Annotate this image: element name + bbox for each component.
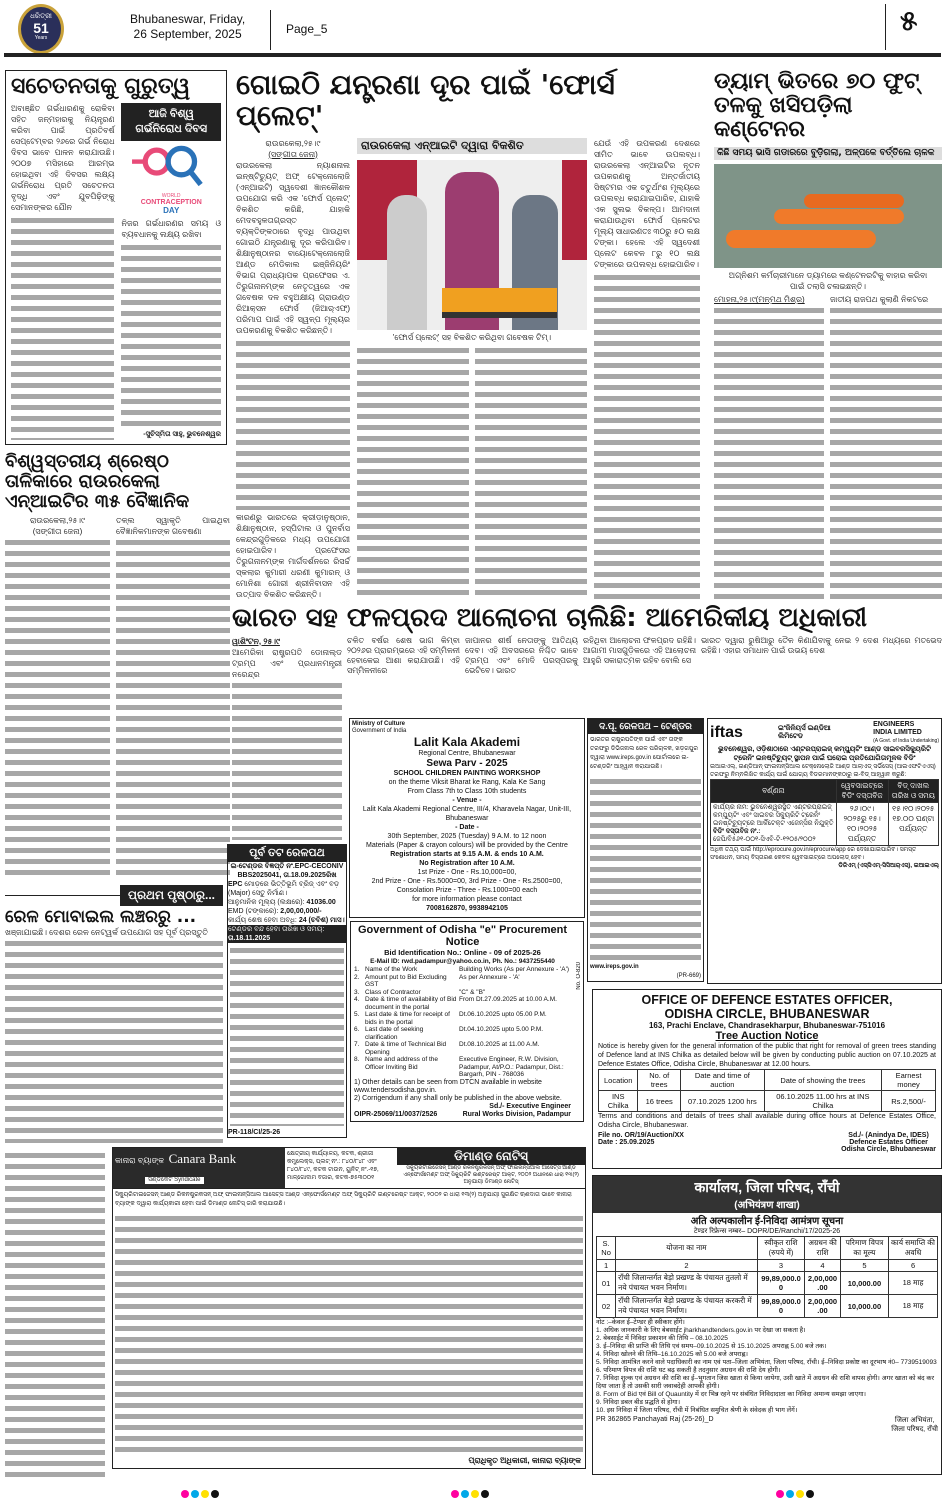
intro: Notice is hereby given for the general information of the public that right for removal of green trees standing of Defence land at INS Chilka as detailed below will be given by conducting public auction on 07.10.2025 at Defence Estates Office, Odisha Circle, Bhubaneswar at 12.00 hours. — [598, 1043, 936, 1068]
eil-odia-name: ଇଂଜିନିୟର୍ସ ଇଣ୍ଡିଆ ଲିମିଟେଡ — [778, 725, 831, 740]
logo-day: DAY — [163, 206, 180, 216]
story-nit-scientists — [5, 452, 230, 880]
table-cell: राँची जिलान्तर्गत बेड़ो प्रखण्ड के पंचायत तुतलो में नये पंचायत भवन निर्माण। — [616, 1272, 758, 1295]
divider — [885, 4, 886, 50]
story-dam — [714, 70, 942, 600]
tender-point: 2. बेबसाईट में निविदा प्रकाशन की तिथि – 08.10.2025 — [596, 1335, 728, 1342]
column-number: 6 — [889, 1260, 938, 1272]
contraception-day-logo — [121, 141, 221, 218]
doc-no: ଜେପି/ବି୫୬୧-୦୦୧-ସିଏବି-ଟି-୧୨୦୫/୨୦୦୨ — [713, 836, 816, 843]
table-cell: 2,00,000.00 — [805, 1295, 841, 1318]
column-header: Earnest money — [882, 1070, 936, 1091]
table-cell: 18 माह — [889, 1295, 938, 1318]
tender-number: ଇ-ଟେଣ୍ଡର ବିଜ୍ଞପ୍ତି ନଂ.EPC-CECONIV BBS2025041, ତା.18.09.2025ରିଖ — [230, 863, 344, 879]
terms: Terms and conditions and details of trees shall available during office hours at Defence Estates Office, Odisha Circle, Bhubaneswar. — [598, 1113, 936, 1129]
item-number: 2. — [354, 973, 360, 981]
cost-label: ଆନୁମାନିକ ମୂଲ୍ୟ (ଲକ୍ଷରେ): — [228, 899, 305, 906]
tender-point: 3. ई–निविदा की प्राप्ति की तिथि एवं समय–09.10.2025 से 15.10.2025 अपराह्न 5.00 बजे तक। — [596, 1343, 827, 1350]
column-header: ବର୍ଣ୍ଣନା — [711, 780, 837, 803]
theme: on the theme Viksit Bharat ke Rang, Kala Ke Sang — [388, 779, 546, 786]
ad-body-lines — [115, 1213, 583, 1452]
signature: ଡିଜିଏମ୍ (ଏସ୍‌ସିଏମ୍-ସିସିଆର୍‌ଏସ୍), ଇଆଇଏଲ୍ — [838, 863, 939, 869]
table-cell: 02 — [597, 1295, 616, 1318]
item-key: Last date of seeking clarification — [365, 1026, 424, 1041]
procurement-item — [354, 1056, 571, 1079]
procurement-item — [354, 1026, 571, 1041]
procurement-item — [354, 1011, 571, 1026]
ad-title-2: ODISHA CIRCLE, BHUBANESWAR — [664, 1007, 870, 1021]
column-header: Location — [599, 1070, 638, 1091]
division: Rural Works Division, Padampur — [462, 1110, 571, 1118]
front-page-continuation — [5, 885, 223, 1143]
table-cell: INS Chilka — [599, 1091, 638, 1112]
procurement-item — [354, 989, 571, 997]
force-plate-device — [442, 288, 557, 318]
dateline-city: Bhubaneswar, Friday, — [130, 12, 246, 26]
notice-title: Tree Auction Notice — [715, 1030, 819, 1042]
ad-body-lines — [230, 945, 344, 1126]
date: 30th September, 2025 (Tuesday) 9 A.M. to 12 noon — [387, 833, 547, 840]
table-cell: 10,000.00 — [840, 1295, 888, 1318]
item-key: Date & time of Technical Bid Opening — [365, 1041, 447, 1056]
intro: ଇଆଇଏଲ୍, ଇଣ୍ଡିଆନ୍ ଫାଇନାନ୍ସିଆଲ ଟେକ୍ନୋଲୋଜି ଆଣ୍ଡ ଆଲାଏଡ୍ ସର୍ଭିସେସ୍ (ଆଇଏଫଟିଏଏସ୍) ତରଫରୁ ନିମ୍ନଲିଖିତ କାର୍ଯ୍ୟ ପାଇଁ ଯୋଗ୍ୟ ବିଡରମାନଙ୍କଠାରୁ ଇ-ବିଡ୍ ଆହ୍ୱାନ କରୁଛି: — [710, 764, 936, 778]
period-label: କାର୍ଯ୍ୟ ଶେଷ ହେବା ଅବଧି: — [228, 917, 297, 924]
boat — [726, 230, 876, 248]
registration: Registration starts at 9.15 A.M. & ends 10 A.M. — [390, 851, 544, 858]
divider — [270, 10, 271, 50]
tender-point: 1. अधिक जानकारी के लिए बेबसाईट jharkhandtenders.gov.in पर देखा जा सकता है। — [596, 1327, 806, 1334]
article-body-col2: ଜାତୀୟ ରାଜପଥ କୁଲାଣି ନିକଟରେ — [830, 295, 929, 305]
signatory-title: Defence Estates Officer — [849, 1139, 928, 1146]
table-cell: 99,89,000.00 — [757, 1272, 804, 1295]
email: E-Mail ID: rwd.padampur@yahoo.co.in, Ph. No.: 9437255440 — [370, 958, 555, 965]
headline-nit-scientists: ବିଶ୍ୱସ୍ତରୀୟ ଶ୍ରେଷ୍ଠ ତାଳିକାରେ ରାଉରକେଲା ଏନ୍‌ଆଇଟିର ୩୫ ବୈଜ୍ଞାନିକ — [5, 451, 190, 512]
article-col: ଚଳିତ ବର୍ଷର ଶେଷ ଭାଗ କିମ୍ବା ୨୦୨୬ର ପ୍ରାରମ୍ଭରେ ଏହି ସମ୍ମିଳନୀ ହେବାକେଇ ଆଶା କରାଯାଉଛି। ଏହି ସମ୍ମିଳନୀରେ — [347, 635, 460, 675]
column-header: स्वीकृत राशि (रुपये में) — [757, 1237, 804, 1260]
masthead — [0, 0, 945, 58]
prize-1: 1st Prize - One - Rs.10,000=00, — [417, 869, 517, 876]
table-cell: 18 माह — [889, 1272, 938, 1295]
column-header: Date and time of auction — [681, 1070, 765, 1091]
item-number: 7. — [354, 1041, 360, 1048]
story-contraception — [5, 70, 227, 445]
ad-body: ଭାରତର ରାଷ୍ଟ୍ରପତିଙ୍କ ପାଇଁ ଏବଂ ତାଙ୍କ ତରଫରୁ ଡିଭିଜନାଲ ରେଳ ପରିଚାଳକ, ଖଡ଼ଗପୁର ଦ୍ୱାରା www.ireps.gov.in ପୋର୍ଟାଲରେ ଇ-ଟେଣ୍ଡରିଂ ଆହ୍ୱାନ କରାଯାଉଛି। — [590, 737, 698, 770]
doc-no-label: ବିଡିଂ ଦସ୍ତାବିଜ ନଂ.: — [713, 828, 761, 835]
ad-lalit-kala — [349, 718, 585, 918]
item-key: Last date & time for receipt of bids in the portal — [365, 1011, 450, 1026]
item-number: 6. — [354, 1026, 360, 1033]
article-body: ଖଞ୍ଜାଯାଇଛି। ଦେଶର ରେଳ ନେଟ୍‌ୱର୍କ ଉପଯୋଗ ସହ ପୂର୍ବ ପ୍ରସ୍ତୁତି — [5, 927, 208, 937]
table-cell: 16 trees — [638, 1091, 681, 1112]
column-number: 2 — [616, 1260, 758, 1272]
tender-point: 4. निविदा खोलने की तिथि–16.10.2025 को 5.00 बजे अपराह्न। — [596, 1351, 749, 1358]
notice-date: Date : 25.09.2025 — [598, 1139, 655, 1146]
classes: From Class 7th to Class 10th students — [407, 788, 527, 795]
pr-code: PR 362865 Panchayati Raj (25-26)_D — [596, 1416, 714, 1423]
cost-value: 41036.00 — [306, 899, 336, 906]
work-type: EPC — [228, 881, 243, 888]
note-1: 1) Other details can be seen from DTCN available in website www.tendersodisha.gov.in. — [354, 1078, 542, 1094]
note-2: 2) Corrigendum if any shall only be published in the above website. — [354, 1094, 562, 1102]
signatory: Sd./- (Anindya De, IDES) — [848, 1132, 929, 1139]
column-header: No. of trees — [638, 1070, 681, 1091]
dateline: ରାଉରକେଲା,୨୫।୯ — [30, 516, 85, 526]
ad-odisha-procurement — [350, 921, 584, 1122]
bid-id: Bid Identification No.: Online - 09 of 2025-26 — [384, 948, 541, 957]
table-row — [597, 1272, 938, 1295]
eil-name-1: ENGINEERS — [873, 721, 915, 728]
item-key: Class of Contractor — [365, 988, 421, 996]
gender-symbols-icon — [125, 144, 213, 188]
anniversary-logo — [18, 4, 64, 54]
article-body: ଅବାଞ୍ଛିତ ଗର୍ଭଧାରଣକୁ ରୋକିବା ସହିତ ଜନ୍ମହାରକୁ ନିୟନ୍ତ୍ରଣ କରିବା ପାଇଁ ପ୍ରତିବର୍ଷ ସେପ୍ଟେମ୍ବର ୨୬ରେ ଗର୍ଭ ନିରୋଧ ଦିବସ ଭାବେ ପାଳନ କରାଯାଉଛି। ୨୦୦୭ ମସିହାରେ ଆରମ୍ଭ ହୋଇଥିବା ଏହି ଦିବସର ଲକ୍ଷ୍ୟ ଗର୍ଭନିରୋଧ ପ୍ରତି ସଚେତନତା ବୃଦ୍ଧି ଏବଂ ଯୁବପିଢ଼ିଙ୍କୁ ସେମାନଙ୍କର ଯୌନ — [11, 104, 115, 213]
ad-title: कार्यालय, जिला परिषद, राँची — [694, 1179, 840, 1195]
ad-east-coast-railway — [227, 844, 347, 1138]
eil-name-2: INDIA LIMITED — [873, 729, 922, 736]
article-body-lines — [232, 680, 342, 840]
item-number: 1. — [354, 966, 360, 973]
item-value: Dt.04.10.2025 upto 5.00 P.M. — [459, 1026, 544, 1033]
item-number: 3. — [354, 988, 360, 996]
item-value: Dt.08.10.2025 at 11.00 A.M. — [459, 1041, 540, 1048]
item-value: "C" & "B" — [459, 988, 486, 996]
rescue-boat-photo — [714, 164, 942, 268]
dateline-date: 26 September, 2025 — [133, 27, 242, 41]
article-body-col2: ନିଜର ଗର୍ଭଧାରଣର ସମୟ ଓ ବ୍ୟବଧାନକୁ ଲକ୍ଷ୍ୟ ରଖିବା — [121, 219, 221, 240]
dateline: ୱାଶିଂଟନ, ୨୫।୯ — [232, 636, 280, 646]
page-label: Page_5 — [286, 22, 328, 36]
person-left — [387, 195, 427, 330]
boat — [804, 194, 904, 208]
ad-body-lines — [590, 776, 701, 961]
column-number: 5 — [840, 1260, 888, 1272]
table-cell: Rs.2,500/- — [882, 1091, 936, 1112]
ad-subtitle: ସିକ୍ୟୁରିଟାଇଜେସନ୍ ଆଣ୍ଡ ରିକନଷ୍ଟ୍ରକସନ୍ ଅଫ୍ ଫାଇନାନ୍ସିଆଲ ଆସେଟ୍ସ ଆଣ୍ଡ ଏନ୍‌ଫୋର୍ସମେଣ୍ଟ ଅଫ୍ ସିକ୍ୟୁରିଟି ଇଣ୍ଟରେଷ୍ଟ ଆକ୍ଟ, ୨୦୦୨ ଅଧୀନରେ ଧାରା ୧୩(୨) ଅନୁଯାୟୀ ଡିମାଣ୍ଡ ନୋଟିସ୍ — [403, 1165, 579, 1185]
bank-odia-name: କାନାରା ବ୍ୟାଙ୍କ — [115, 1156, 165, 1165]
column-header: S. No — [597, 1237, 616, 1260]
article-body-lines — [594, 272, 700, 600]
item-value: Dt.06.10.2025 upto 05.00 P.M. — [459, 1011, 547, 1018]
item-key: Name and address of the Officer Inviting Bid — [365, 1056, 438, 1071]
column-number: 4 — [805, 1260, 841, 1272]
table-row — [599, 1091, 936, 1112]
event-name: Sewa Parv - 2025 — [426, 758, 508, 769]
ad-canara-bank — [112, 1147, 586, 1469]
logo-world: WORLD — [161, 193, 181, 200]
table-cell: 99,89,000.00 — [757, 1295, 804, 1318]
tender-point: 8. Form of Bid एवं Bill of Quauntity में दर भिन्न रहने पर संबंधित निविदादाता का निविदा अमान्य समझा जाएगा। — [596, 1391, 867, 1398]
procurement-item — [354, 1041, 571, 1056]
force-plate-photo — [357, 160, 587, 330]
item-number: 5. — [354, 1011, 360, 1018]
ref-number: No. O-820 — [576, 962, 582, 990]
column-header: ବିଡ୍ ଦାଖଲ ତାରିଖ ଓ ସମୟ — [888, 780, 938, 803]
headline-force-plate: ଗୋଇଠି ଯନ୍ତ୍ରଣା ଦୂର ପାଇଁ 'ଫୋର୍ସ ପ୍ଲେଟ୍' — [236, 68, 615, 132]
ad-railway-tender — [587, 718, 704, 982]
ad-title: ଡିମାଣ୍ଡ ନୋଟିସ୍ — [397, 1148, 585, 1165]
bid-table — [710, 779, 939, 846]
reporter: (ସଙ୍ଗୀତା ଜେନା) — [268, 149, 318, 159]
subhead-bar: ରାଉରକେଲା ଏନ୍‌ଆଇଟି ଦ୍ୱାରା ବିକଶିତ — [357, 138, 587, 154]
pr-code: (PR-669) — [676, 973, 701, 979]
eil-tagline: (A Govt. of India Undertaking) — [873, 738, 939, 744]
doc-availability: ୨୬।୦୯।୨୦୨୫ରୁ ୧୫।୧୦।୨୦୨୫ ପର୍ଯ୍ୟନ୍ତ — [836, 803, 888, 846]
dateline: ରାଉରକେଲା,୨୫।୯ — [265, 138, 321, 148]
subhead-bar: କିଛି ସମୟ ଭାସି ଗଡାରରେ ବୁଡ଼ିଗଲା, ଅଳ୍ପକେ ବର୍ତ୍ତିଲେ ଚାଳକ — [714, 147, 942, 161]
page-number: ୫ — [900, 4, 918, 37]
article-body-lines — [830, 305, 942, 600]
file-number: File no. OR/19/Auction/XX — [598, 1132, 684, 1139]
work-description: କାର୍ଯ୍ୟର ନାମ: ଭୁବନେଶ୍ୱରସ୍ଥିତ ଏଣ୍ଟରପ୍ରାଇଜ୍ କମ୍ପ୍ୟୁଟିଂ ଏବଂ ସାଇବର ସିକ୍ୟୁରିଟି ଟ୍ରେନିଂ ଇନଷ୍ଟିଚ୍ୟୁଟ୍‌ରେ ଆର୍କିଟେକ୍ଟ ଏଜେନ୍ସିର ନିଯୁକ୍ତି — [713, 804, 834, 827]
venue-label: - Venue - — [452, 797, 482, 804]
table-cell: राँची जिलान्तर्गत बेड़ो प्रखण्ड के पंचायत करकरी में नये पंचायत भवन निर्माण। — [616, 1295, 758, 1318]
emd-label: EMD (ଟଙ୍କାରେ): — [228, 908, 279, 915]
item-number: 4. — [354, 996, 360, 1003]
consolation-prize: Consolation Prize - Three - Rs.1000=00 each — [396, 887, 538, 894]
notice-title: अति अल्पकालीन ई-निविदा आमंत्रण सूचना — [690, 1216, 844, 1227]
oipr-code: OIPR-25069/11/0037/2526 — [354, 1110, 438, 1118]
article-body-lines — [475, 345, 587, 600]
ad-body: ସିକ୍ୟୁରିଟାଇଜେସନ୍ ଆଣ୍ଡ ରିକନଷ୍ଟ୍ରକସନ୍ ଅଫ୍ ଫାଇନାନ୍ସିଆଲ ଆସେଟ୍ସ ଆଣ୍ଡ ଏନ୍‌ଫୋର୍ସମେଣ୍ଟ ଅଫ୍ ସିକ୍ୟୁରିଟି ଇଣ୍ଟରେଷ୍ଟ ଆକ୍ଟ, ୨୦୦୨ ର ଧାରା ୧୩(୨) ଅନୁଯାୟୀ ସୁରକ୍ଷିତ ଋଣଦାତା ଭାବେ କାନାରା ବ୍ୟାଙ୍କ ଦ୍ୱାରା କାର୍ଯ୍ୟକାରୀ ହେବା ପାଇଁ ଡିମାଣ୍ଡ ନୋଟିସ୍ ଜାରି କରାଯାଉଛି। — [113, 1188, 585, 1211]
closing-label: ଟେଣ୍ଡର ବନ୍ଦ ହେବା ତାରିଖ ଓ ସମୟ: — [228, 926, 325, 933]
reporter: (ସଙ୍ଗୀତା ଜେନା) — [32, 527, 83, 537]
tender-point: 10. इस निविदा में जिला परिषद, राँची में निबंधित समुचित श्रेणी के संवेदक ही भाग लेंगें। — [596, 1407, 798, 1414]
column-header: Date of showing the trees — [764, 1070, 881, 1091]
tender-point: 9. निविदा डबल बीड प्रद्धति से होगा। — [596, 1399, 681, 1406]
table-cell: 06.10.2025 11.00 hrs at INS Chilka — [764, 1091, 881, 1112]
ad-title: ଦ.ପୂ. ରେଳପଥ – ଟେଣ୍ଡର — [588, 719, 703, 734]
article-body-lines — [116, 537, 230, 880]
article-body-lines — [714, 305, 824, 600]
anniversary-number: 51 — [33, 20, 49, 36]
procurement-item — [354, 974, 571, 989]
syndicate-logo: ସିଣ୍ଡିକେଟ Syndicate — [145, 1177, 204, 1184]
procurement-item — [354, 996, 571, 1011]
article-col: ଭାରତ ଦ୍ୱାରା ରୁଷିଆରୁ ତୈଳ କିଣାଯିବାକୁ ନେଇ ୨ ଦେଶ ମଧ୍ୟରେ ମତଭେଦ ରହିଛି। ଏହାର ସମାଧାନ ପାଇଁ ଉଭୟ ଦେଶ — [701, 635, 942, 655]
color-registration-marks — [0, 1486, 945, 1496]
dateline: ମୋହନା,୨୫।୯(ମନ୍ମଥ ମିଶ୍ର) — [714, 295, 805, 305]
article-body: ରାଉରକେଲା ନ୍ୟାଶନାଲ ଇନ୍‌ଷ୍ଟିଚ୍ୟୁଟ୍ ଅଫ୍ ଟେକ୍ନୋଲୋଜି (ଏନ୍‌ଆଇଟି) ସ୍ୱଦେଶୀ ଜ୍ଞାନକୌଶଳ ଉପଯୋଗ କରି ଏକ 'ଫୋର୍ସ ପ୍ଲେଟ୍' ବିକଶିତ କରିଛି, ଯାହାକି ମେଦବହୁଳତାଗ୍ରସ୍ତ ବ୍ୟକ୍ତିଙ୍କଠାରେ ବୃଦ୍ଧି ପାଉଥିବା ଗୋଇଠି ଯନ୍ତ୍ରଣାକୁ ଦୂର କରିପାରିବ। ଶିକ୍ଷାନୁଷ୍ଠାନର ବାୟୋଟେକ୍ନୋଲୋଜି ଆଣ୍ଡ ମେଡିକାଲ ଇଞ୍ଜିନିୟରିଂ ବିଭାଗ ପ୍ରାଧ୍ୟାପକ ପ୍ରଫେସର ଏ. ତିରୁଗନାନମ୍‌ଙ୍କ ନେତୃତ୍ୱରେ ଏକ ଗବେଷକ ଦଳ ବହୁଅକ୍ଷୀୟ ଗ୍ରାଉଣ୍ଡ ରିଆକ୍ସନ ଫୋର୍ସ (ଜିଆର୍‌ଏଫ୍) ପରିମାପ ପାଇଁ ଏହି ସ୍ୱଳ୍ପ ମୂଲ୍ୟର ଉପକରଣକୁ ବିକଶିତ କରିଛନ୍ତି। — [236, 160, 350, 335]
tender-point: 7. निविदा शुल्क एवं अग्रधन की राशि का ई–भुगतान जिस खाता से किया जायेगा, उसी खाते में अग्रधन की राशि वापस होगी। अगर खाता को बंद कर दिया जाता है तो उसकी सारी जवाबदेही आपकी होगी। — [596, 1375, 935, 1390]
tender-point: 6. परिमाण विपत्र की राशि घट बढ़ सकती है तदनुसार अग्रधन की राशि देय होगी। — [596, 1367, 781, 1374]
procurement-items — [354, 966, 571, 1079]
prize-2-3: 2nd Prize - One - Rs.5000=00, 3rd Prize - One - Rs.2500=00, — [371, 878, 563, 885]
article-body-lines — [121, 242, 221, 429]
column-number: 3 — [757, 1260, 804, 1272]
item-key: Amount put to Bid Excluding GST — [365, 973, 447, 988]
headline: ସଚେତନତାକୁ ଗୁରୁତ୍ୱ — [11, 74, 191, 99]
byline: -ସୁଚିସ୍ମିତା ସାହୁ, ଭୁବନେଶ୍ୱର — [143, 431, 221, 438]
ad-title: Government of Odisha "e" Procurement Notice — [357, 924, 568, 948]
auction-table — [598, 1069, 936, 1112]
column-header: अग्रधन की राशि — [805, 1237, 841, 1260]
article-body-col2: ତଳ୍ଲ ସ୍ୱାକୃତି ପାଇଥିବା ବୈଜ୍ଞାନିକମାନଙ୍କ ଗବେଷଣା — [116, 516, 230, 537]
emd-value: 2,00,00,000/- — [280, 908, 322, 915]
item-value: Building Works (As per Annexure - 'A') — [459, 966, 570, 973]
contact-numbers: 7008162870, 9938942105 — [426, 905, 508, 912]
column-number: 1 — [597, 1260, 616, 1272]
item-value: As per Annexure - 'A' — [459, 973, 520, 981]
column-header: योजना का नाम — [616, 1237, 758, 1260]
ad-title: Lalit Kala Akademi — [413, 735, 521, 749]
masthead-rule — [4, 53, 941, 57]
table-cell: 07.10.2025 1200 hrs — [681, 1091, 765, 1112]
work-description: ମୋଡ଼ରେ ଭିତ୍ତିଭୂମି ବ୍ରିଜ୍ ଏବଂ ବଡ଼ (Major) ସେତୁ ନିର୍ମାଣ। — [228, 881, 340, 897]
pr-code: PR-118/CI/25-26 — [228, 1129, 281, 1136]
article-body-lines — [236, 338, 350, 510]
article-body-lines — [5, 938, 223, 1143]
article-col: ଆମେରିକା ରାଷ୍ଟ୍ରପତି ଡୋନାଲ୍ଡ ଟ୍ରମ୍ପ ଏବଂ ପ୍ରଧାନମନ୍ତ୍ରୀ ନରେନ୍ଦ୍ର — [232, 647, 342, 679]
ad-title: ପୂର୍ବ ତଟ ରେଳପଥ — [228, 845, 346, 862]
venue: Lalit Kala Akademi Regional Centre, III/4, Kharavela Nagar, Unit-III, Bhubaneswar — [362, 806, 572, 822]
table-cell: 01 — [597, 1272, 616, 1295]
signature: ପ୍ରାଧିକୃତ ଅଧିକାରୀ, କାନାରା ବ୍ୟାଙ୍କ — [468, 1456, 581, 1465]
column-header: ୱେବସାଇଟ୍‌ରେ ବିଡିଂ ଦସ୍ତାବିଜ — [836, 780, 888, 803]
iftas-logo: iftas — [710, 724, 743, 741]
front-page-label: ପ୍ରଥମ ପୃଷ୍ଠାରୁ... — [120, 885, 223, 906]
website-link: www.ireps.gov.in — [590, 964, 639, 970]
article-body-lines — [11, 215, 114, 440]
item-key: Date & time of availability of Bid document in the portal — [365, 996, 457, 1011]
ad-subtitle: (अभियंत्रण शाखा) — [734, 1200, 800, 1211]
no-registration: No Registration after 10 A.M. — [419, 860, 515, 867]
contact-label: for more information please contact — [412, 896, 522, 903]
curtain-right — [562, 160, 587, 260]
photo-caption: 'ଫୋର୍ସ ପ୍ଲେଟ୍' ସହ ବିକଶିତ କରିଥିବା ଗବେଷକ ଟିମ୍। — [392, 332, 552, 342]
tender-points — [593, 1327, 941, 1415]
column-header: कार्य समाप्ति की अवधि — [889, 1237, 938, 1260]
workshop: SCHOOL CHILDREN PAINTING WORKSHOP — [393, 770, 541, 777]
note: नोट :–केवल ई–टेण्डर ही स्वीकार होंगे। — [596, 1319, 685, 1326]
signatory-office: Odisha Circle, Bhubaneswar — [841, 1146, 936, 1153]
ad-engineers-india — [707, 718, 942, 984]
article-body-lines — [5, 537, 110, 880]
signatory-office: जिला परिषद, राँची — [891, 1426, 938, 1433]
ministry-govt: Government of India — [352, 728, 407, 734]
procurement-item — [354, 966, 571, 974]
divider — [5, 895, 120, 896]
headline-us-india: ଭାରତ ସହ ଫଳପ୍ରଦ ଆଲୋଚନା ଚାଲିଛି: ଆମେରିକୀୟ ଅଧିକାରୀ — [232, 603, 868, 633]
reference-number: टेण्डर रिफ्रेन्स नम्बर– DOPR/DE/Ranchi/17/2025-26 — [693, 1228, 841, 1235]
photo-caption: ଅଗ୍ନିଶମ କର୍ମଚାରୀମାନେ ଡ୍ୟାମରେ କଣ୍ଟେନରଟିକୁ ବାହାର କରିବା ପାଇଁ ତଲାସି ଚଳାଇଛନ୍ତି। — [728, 271, 928, 292]
article-body-lines — [357, 345, 469, 600]
bid-submission: ୧୫।୧୦।୨୦୨୫ ୧୭.୦୦ ଘଣ୍ଟା ପର୍ଯ୍ୟନ୍ତ — [888, 803, 938, 846]
ad-title-1: OFFICE OF DEFENCE ESTATES OFFICER, — [641, 993, 893, 1007]
subtitle: Regional Centre, Bhubaneswar — [418, 750, 516, 757]
story-force-plate — [236, 70, 706, 600]
bank-name: Canara Bank — [168, 1151, 237, 1166]
period-value: 24 (ଚବିଶ) ମାସ। — [298, 917, 345, 924]
office-address: କ୍ଷେତ୍ରୀୟ କାର୍ଯ୍ୟାଳୟ, କଟକ, ଶ୍ରୀଜୀ କମ୍ପ୍ଲେକ୍ସ, ପ୍ଲଟ୍ ନଂ.: ୮୪୦/୮୪୮ ଏବଂ ୮୪୦/୮୪୯, କଟକ ଟାଉନ, ୟୁନିଟ୍ ନଂ.-୧୭, ମାଳ୍ଗୋଦାମ ବଜାର, କଟକ-୭୫୩୦୦୧ — [287, 1151, 379, 1181]
ad-defence-estates — [592, 989, 942, 1169]
date-label: - Date - — [455, 824, 479, 831]
ad-title: ଭୁବନେଶ୍ୱର, ଓଡ଼ିଶାଠାରେ ଏଣ୍ଟରପ୍ରାଇଜ୍ କମ୍ପ୍ୟୁଟିଂ ଆଣ୍ଡ ସାଇବରସିକ୍ୟୁରିଟି ଟ୍ରେନିଂ ଇନଷ୍ଟିଚ୍ୟୁଟ୍ ସ୍ଥାପନ ପାଇଁ ଘରୋଇ ପ୍ରତିଯୋଗିତାମୂଳକ ବିଡିଂ — [718, 746, 931, 762]
tender-table — [596, 1236, 938, 1318]
box-title: ଆଜି ବିଶ୍ୱ ଗର୍ଭନିରୋଧ ଦିବସ — [121, 103, 221, 141]
boat — [774, 209, 904, 224]
tender-point: 5. निविदा आमंत्रित करने वाले पदाधिकारी का नाम एवं पता–जिला अभियंता, जिला परिषद, राँची। ई–निविदा प्रकोष्ट का दूरभाष नं0– 7739519093 — [596, 1359, 937, 1366]
materials: Materials (Paper & crayon colours) will be provided by the Centre — [366, 842, 568, 849]
signatory: जिला अभियंता, — [894, 1417, 935, 1424]
logo-text: ଧରିତ୍ରୀ — [30, 13, 52, 20]
item-key: Name of the Work — [365, 966, 418, 973]
table-cell: 2,00,000.00 — [805, 1272, 841, 1295]
article-col: ଜାପାନର ଶୀର୍ଷ ନେତାଙ୍କୁ ଆତିଥ୍ୟ ଦେବ। ଏହି ଅବସରରେ ନିଶ୍ଚିତ ଭାବେ ଟ୍ରମ୍ପ ଏବଂ ମୋଦି ପରସ୍ପରକୁ ଭେଟିବେ। ଭାରତ — [465, 635, 578, 675]
headline-rail-launcher: ରେଳ ମୋବାଇଲ ଲଞ୍ଚରରୁ ... — [5, 907, 197, 927]
article-body-continuation: କାରଣରୁ ଭାରତରେ କ୍ରୀଡ଼ାନୁଷ୍ଠାନ, ଶିକ୍ଷାନୁଷ୍ଠାନ, ହସ୍ପିଟାଲ ଓ ପୁନର୍ବାସ କେନ୍ଦ୍ରଗୁଡ଼ିକରେ ମଧ୍ୟ ଉପଯୋଗୀ ହୋଇପାରିବ। ପ୍ରଫେସର ତିରୁଗନାନମ୍‌ଙ୍କ ମାର୍ଗଦର୍ଶନରେ ରିସର୍ଚ୍ଚ ସ୍କଲାର କୁମାରୀ ଧରଣୀ କୁମାରନ୍ ଓ ମୋନିଶା ଗୋରୀ ଶ୍ରୀନିବାସନ ଏହି ଉତ୍ପାଦ ବିକଶିତ କରିଛନ୍ତି। — [236, 513, 350, 599]
table-cell: 10,000.00 — [840, 1272, 888, 1295]
article-col: ରହିଥିବା ଆଲୋଚନା ଫଳପ୍ରଦ ରହିଛି। ଆଗାମୀ ମାସଗୁଡ଼ିକରେ ଏହି ଆଲୋଚନା ଆହୁରି ସକାରାତ୍ମକ ରହିବ ବୋଲି ସେ — [583, 635, 696, 665]
closing-value: ତା.18.11.2025 — [228, 935, 271, 942]
logo-contraception: CONTRACEPTION — [140, 199, 202, 207]
item-value: From Dt.27.09.2025 at 10.00 A.M. — [459, 996, 557, 1003]
ad-ranchi — [592, 1175, 942, 1475]
anniversary-unit: Years — [34, 35, 48, 41]
signature: Sd./- Executive Engineer — [489, 1102, 571, 1110]
article-body-right: ଯେଉଁ ଏହି ଉପକରଣ ଦେଶରେ ସୀମିତ ଭାବେ ଉପଲବ୍ଧ। ରାଉରକେଲା ଏନ୍‌ଆଇଟିର ନୂତନ ଉପକରଣକୁ ଅନ୍ତର୍ଜାତୀୟ ସିଷ୍ଟମର ଏକ ଚତୁର୍ଥାଂଶ ମୂଲ୍ୟରେ ଉପଲବ୍ଧ କରାଯାଇପାରିବ, ଯାହାକି ଏକ ସୁଲଭ ବିକଳ୍ପ। ଆମଦାନୀ କରାଯାଉଥିବା ଫୋର୍ସ ପ୍ଲେଟର ମୂଲ୍ୟ ସାଧାରଣତଃ ୩୦ରୁ ୫୦ ଲକ୍ଷ ଟଙ୍କା। ହେଲେ ଏହି ସ୍ୱଦେଶୀ ପ୍ଲେଟ କେବଳ ୮ରୁ ୧୦ ଲକ୍ଷ ଟଙ୍କାରେ ଉପଲବ୍ଧ ହୋଇପାରିବ। — [594, 138, 700, 269]
table-row — [597, 1295, 938, 1318]
item-number: 8. — [354, 1056, 360, 1063]
address: 163, Prachi Enclave, Chandrasekharpur, Bhubaneswar-751016 — [648, 1021, 886, 1030]
ministry-name: Ministry of Culture — [352, 721, 406, 727]
column-header: परिमाण विपत्र का मूल्य — [840, 1237, 888, 1260]
article-body-lines — [5, 1150, 105, 1480]
footer-note: ଅଧିକ ତଥ୍ୟ ପାଇଁ http://eprocure.gov.in/eprocure/app ରେ ଦେଖାଯାଇପାରିବ। ସମସ୍ତ ସଂଶୋଧନ, ସମୟ ବିସ୍ତାରଣ କେବଳ ୱେବସାଇଟ୍‌ରେ ଅପଲୋଡ୍ ହେବ। — [710, 847, 917, 861]
headline-dam: ଡ୍ୟାମ୍ ଭିତରେ ୭୦ ଫୁଟ୍ ତଳକୁ ଖସିପଡ଼ିଲା କଣ୍ଟେନର — [714, 69, 920, 143]
item-value: Executive Engineer, R.W. Division, Padampur, At/P.O.: Padampur, Dist.: Bargarh, PIN - 768036 — [459, 1056, 564, 1078]
